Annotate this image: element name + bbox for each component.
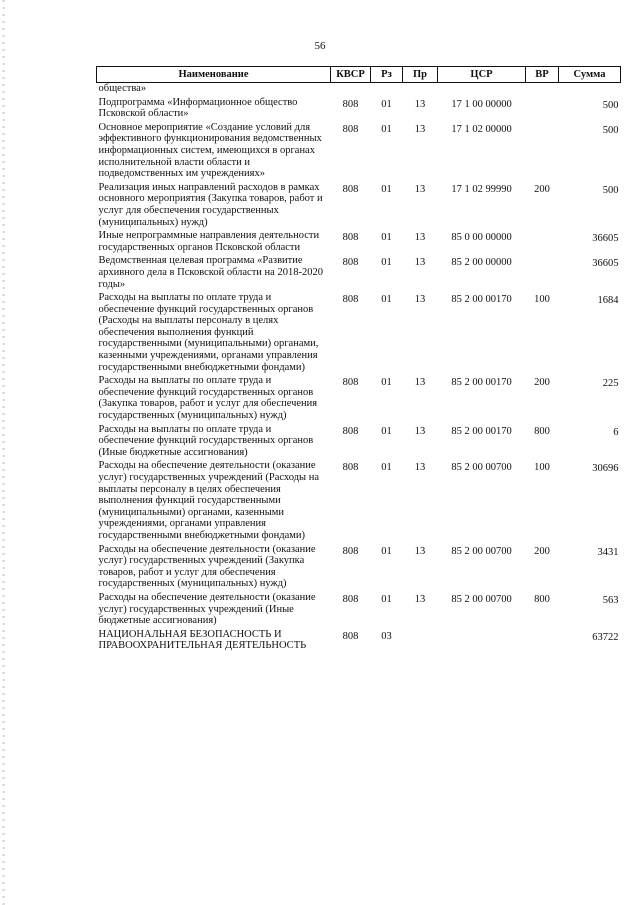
cell-pr: 13 [414, 294, 426, 306]
cell-rz: 03 [381, 630, 392, 642]
cell-csr: 85 0 00 00000 [451, 232, 512, 244]
cell-name: Основное мероприятие «Создание условий для эффективного функционирования ведомственных информационных систем, имеющихся в органах исполнительной власти области и подведомственных им учреждениях» [98, 121, 322, 180]
cell-name: Расходы на выплаты по оплате труда и обеспечение функций государственных органов (Расходы на выплаты персоналу в целях обеспечения выполнения функций государственными (муниципальными) органами, казенными учреждениями, органами управления государственными внебюджетными фондами) [98, 292, 319, 373]
cell-vr [526, 629, 559, 654]
cell-csr: 85 2 00 00170 [451, 377, 512, 389]
cell-kvsr: 808 [342, 294, 359, 306]
table-row [97, 375, 621, 423]
cell-name: Ведомственная целевая программа «Развитие архивного дела в Псковской области на 2018-2020 годы» [98, 255, 323, 290]
cell-csr: 85 2 00 00700 [451, 462, 512, 474]
cell-name: Расходы на выплаты по оплате труда и обеспечение функций государственных органов (Закупка товаров, работ и услуг для обеспечения государственных (муниципальных) нужд) [98, 375, 318, 422]
cell-pr: 13 [414, 377, 426, 389]
table-row [97, 122, 621, 182]
table-header [97, 67, 621, 83]
cell-kvsr: 808 [342, 630, 359, 642]
cell-vr: 800 [534, 593, 550, 605]
cell-sum: 36605 [592, 233, 619, 245]
page-number: 56 [314, 40, 326, 52]
cell-rz [371, 83, 403, 97]
table-row [97, 292, 621, 375]
cell-vr [526, 230, 559, 255]
cell-csr: 17 1 02 99990 [451, 183, 512, 195]
table-row [97, 182, 621, 230]
cell-name: Иные непрограммные направления деятельности государственных органов Псковской области [98, 230, 320, 253]
cell-csr: 85 2 00 00700 [451, 593, 512, 605]
scan-edge-marks [2, 0, 5, 905]
cell-name: Расходы на обеспечение деятельности (оказание услуг) государственных учреждений (Расходы на выплаты персоналу в целях обеспечения выполнения функций государственными (муниципальными) органами, казенными учреждениями, органами управления государственными внебюджетными фондами) [98, 460, 320, 541]
cell-csr [438, 629, 526, 654]
cell-sum: 563 [602, 594, 619, 606]
cell-name: Расходы на выплаты по оплате труда и обеспечение функций государственных органов (Иные бюджетные ассигнования) [98, 423, 314, 458]
cell-vr: 200 [534, 183, 550, 195]
cell-kvsr: 808 [342, 123, 359, 135]
cell-sum: 63722 [592, 631, 619, 643]
cell-csr: 85 2 00 00700 [451, 545, 512, 557]
cell-kvsr [331, 83, 371, 97]
cell-rz: 01 [381, 545, 392, 557]
cell-kvsr: 808 [342, 98, 359, 110]
cell-pr: 13 [414, 257, 426, 269]
cell-vr: 800 [534, 425, 550, 437]
table-row [97, 592, 621, 629]
cell-sum: 6 [613, 426, 619, 438]
table-row [97, 544, 621, 592]
table-row [97, 97, 621, 122]
cell-sum: 225 [602, 378, 619, 390]
cell-vr [526, 97, 559, 122]
cell-name: Реализация иных направлений расходов в рамках основного мероприятия (Закупка товаров, работ и услуг для обеспечения государственных (муниципальных) нужд) [98, 181, 323, 228]
cell-kvsr: 808 [342, 257, 359, 269]
cell-vr [526, 122, 559, 182]
table-row [97, 255, 621, 292]
header-pr: Пр [403, 67, 438, 83]
cell-vr: 100 [534, 294, 550, 306]
header-kvsr: КВСР [331, 67, 371, 83]
cell-sum: 500 [602, 99, 619, 111]
header-sum: Сумма [559, 67, 621, 83]
cell-rz: 01 [381, 123, 392, 135]
cell-kvsr: 808 [342, 593, 359, 605]
cell-sum: 36605 [592, 258, 619, 270]
budget-table [96, 66, 621, 654]
cell-sum: 500 [602, 124, 619, 136]
cell-vr: 200 [534, 377, 550, 389]
cell-kvsr: 808 [342, 425, 359, 437]
cell-kvsr: 808 [342, 183, 359, 195]
header-row [97, 67, 621, 83]
cell-vr: 100 [534, 462, 550, 474]
cell-name: Расходы на обеспечение деятельности (оказание услуг) государственных учреждений (Закупка товаров, работ и услуг для обеспечения государственных (муниципальных) нужд) [98, 543, 316, 590]
cell-rz: 01 [381, 294, 392, 306]
cell-pr: 13 [414, 183, 426, 195]
cell-kvsr: 808 [342, 232, 359, 244]
table-row [97, 424, 621, 461]
cell-sum: 3431 [597, 546, 619, 558]
cell-name: Расходы на обеспечение деятельности (оказание услуг) государственных учреждений (Иные бюджетные ассигнования) [98, 591, 316, 627]
cell-rz: 01 [381, 593, 392, 605]
table-row [97, 230, 621, 255]
cell-pr: 13 [414, 462, 426, 474]
cell-csr: 85 2 00 00170 [451, 294, 512, 306]
cell-sum: 1684 [597, 295, 619, 307]
cell-vr [526, 255, 559, 292]
cell-name: Подпрограмма «Информационное общество Псковской области» [98, 96, 298, 120]
table-row [97, 629, 621, 654]
cell-pr: 13 [414, 593, 426, 605]
cell-rz: 01 [381, 183, 392, 195]
cell-pr: 13 [414, 425, 426, 437]
cell-pr [403, 83, 438, 97]
cell-sum [559, 83, 621, 97]
cell-rz: 01 [381, 425, 392, 437]
header-rz: Рз [371, 67, 403, 83]
cell-rz: 01 [381, 232, 392, 244]
cell-rz: 01 [381, 377, 392, 389]
cell-sum: 30696 [592, 463, 619, 475]
cell-pr: 13 [414, 232, 426, 244]
cell-kvsr: 808 [342, 545, 359, 557]
cell-rz: 01 [381, 462, 392, 474]
cell-vr: 200 [534, 545, 550, 557]
table-row [97, 460, 621, 543]
cell-csr: 17 1 00 00000 [451, 98, 512, 110]
table-row [97, 83, 621, 97]
cell-pr [403, 629, 438, 654]
cell-csr: 85 2 00 00170 [451, 425, 512, 437]
cell-csr: 85 2 00 00000 [451, 257, 512, 269]
cell-csr [438, 83, 526, 97]
header-vr: ВР [526, 67, 559, 83]
cell-name: НАЦИОНАЛЬНАЯ БЕЗОПАСНОСТЬ И ПРАВООХРАНИТЕЛЬНАЯ ДЕЯТЕЛЬНОСТЬ [98, 628, 307, 652]
table-body [97, 83, 621, 654]
cell-pr: 13 [414, 98, 426, 110]
cell-vr [526, 83, 559, 97]
cell-csr: 17 1 02 00000 [451, 123, 512, 135]
cell-name: общества» [98, 83, 147, 94]
cell-pr: 13 [414, 545, 426, 557]
cell-sum: 500 [602, 184, 619, 196]
cell-rz: 01 [381, 98, 392, 110]
cell-pr: 13 [414, 123, 426, 135]
cell-kvsr: 808 [342, 377, 359, 389]
cell-rz: 01 [381, 257, 392, 269]
header-name: Наименование [97, 67, 331, 83]
cell-kvsr: 808 [342, 462, 359, 474]
header-csr: ЦСР [438, 67, 526, 83]
